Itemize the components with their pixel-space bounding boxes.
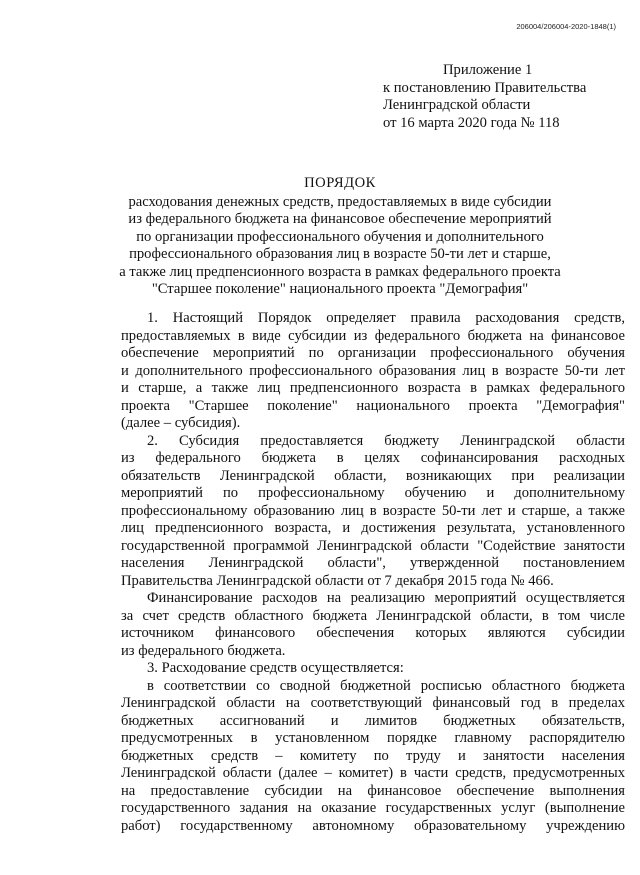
body-line: предусмотренных в установленном порядке главному распорядителю bbox=[121, 730, 625, 746]
body-line: на предоставление субсидии на финансовое обеспечение выполнения bbox=[121, 782, 625, 799]
title-heading: ПОРЯДОК bbox=[304, 175, 376, 191]
body-line: населения Ленинградской области", утвержденной постановлением bbox=[121, 555, 625, 571]
appendix-block bbox=[383, 62, 623, 132]
body-line: за счет средств областного бюджета Ленинградской области, в том числе bbox=[121, 607, 625, 624]
body-line: Правительства Ленинградской области от 7 декабря 2015 года № 466. bbox=[121, 572, 554, 589]
body-line: источником финансового обеспечения которых являются субсидии bbox=[121, 625, 625, 641]
body-line: Ленинградской области (далее – комитет) в части средств, предусмотренных bbox=[121, 765, 625, 781]
title-line: профессионального образования лиц в возрасте 50-ти лет и старше, bbox=[129, 246, 551, 262]
title-line: расходования денежных средств, предоставляемых в виде субсидии bbox=[128, 193, 552, 210]
body-line: обязательств Ленинградской области, возникающих при реализации bbox=[121, 467, 625, 484]
body-line: Ленинградской области на соответствующий финансовый год в пределах bbox=[121, 695, 625, 711]
body-line: работ) государственному автономному образовательному учреждению bbox=[121, 817, 625, 834]
body-line: 3. Расходование средств осуществляется: bbox=[147, 660, 404, 676]
body-line: и старше, а также лиц предпенсионного возраста в рамках федерального bbox=[121, 380, 625, 396]
body-line: из федерального бюджета. bbox=[121, 642, 286, 659]
body-line: проекта "Старшее поколение" национального проекта "Демография" bbox=[121, 397, 625, 414]
body-line: бюджетных средств – комитету по труду и занятости населения bbox=[121, 747, 625, 764]
body-line: предоставляемых в виде субсидии из федерального бюджета на финансовое bbox=[121, 327, 625, 344]
appendix-line: от 16 марта 2020 года № 118 bbox=[383, 114, 560, 131]
body-line: 1. Настоящий Порядок определяет правила расходования средств, bbox=[147, 310, 625, 326]
body-line: государственного задания на оказание государственных услуг (выполнение bbox=[121, 800, 625, 816]
body-line: из федерального бюджета в целях софинансирования расходных bbox=[121, 450, 625, 466]
document-id: 206004/206004-2020-1848(1) bbox=[516, 22, 616, 31]
title-line: по организации профессионального обучения и дополнительного bbox=[136, 228, 544, 245]
title-line: "Старшее поколение" национального проекта "Демография" bbox=[151, 281, 529, 297]
title-line: из федерального бюджета на финансовое обеспечение мероприятий bbox=[128, 211, 552, 227]
body-line: лиц предпенсионного возраста, и достижения результата, установленного bbox=[121, 520, 625, 536]
body-line: бюджетных ассигнований и лимитов бюджетных обязательств, bbox=[121, 712, 625, 729]
body-line: государственной программой Ленинградской области "Содействие занятости bbox=[121, 537, 625, 554]
document-title bbox=[40, 175, 640, 299]
appendix-line: Приложение 1 bbox=[443, 62, 533, 78]
body-line: мероприятий по профессиональному обучению и дополнительному bbox=[121, 485, 625, 501]
appendix-line: Ленинградской области bbox=[383, 97, 531, 113]
body-line: (далее – субсидия). bbox=[121, 415, 241, 431]
title-line: а также лиц предпенсионного возраста в рамках федерального проекта bbox=[119, 263, 561, 280]
appendix-line: к постановлению Правительства bbox=[383, 79, 587, 96]
body-line: профессиональному образованию лиц в возрасте 50-ти лет и старше, а также bbox=[121, 502, 625, 519]
body-line: в соответствии со сводной бюджетной росписью областного бюджета bbox=[147, 677, 625, 694]
body-line: и дополнительного профессионального образования лиц в возрасте 50-ти лет bbox=[121, 362, 625, 379]
body-line: Финансирование расходов на реализацию мероприятий осуществляется bbox=[147, 590, 625, 606]
body-line: 2. Субсидия предоставляется бюджету Ленинградской области bbox=[147, 432, 625, 449]
body-line: обеспечение мероприятий по организации профессионального обучения bbox=[121, 345, 625, 361]
document-body bbox=[121, 310, 625, 835]
